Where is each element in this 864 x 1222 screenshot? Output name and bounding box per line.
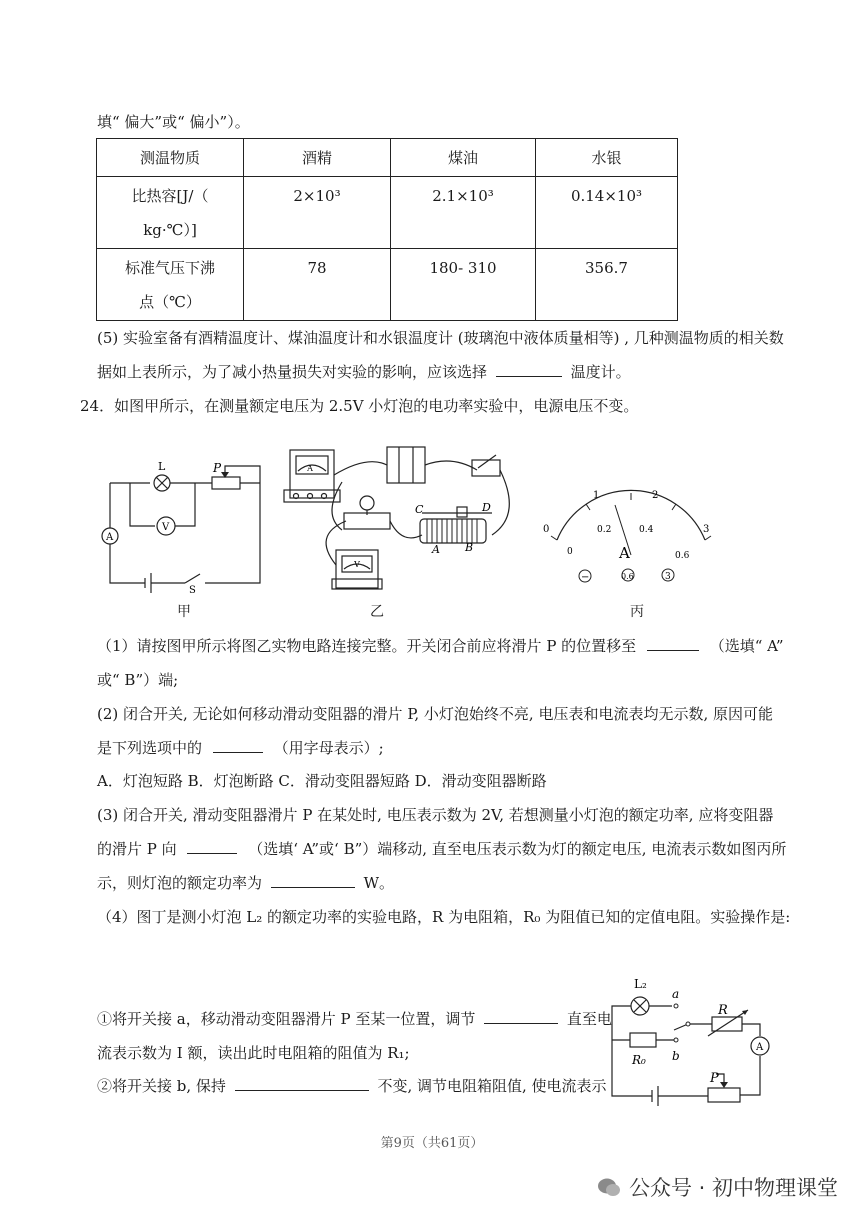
q23-tail: 填“ 偏大”或“ 偏小”）。 — [97, 113, 250, 131]
text: （选填“ A” — [709, 637, 784, 655]
figure-c-ammeter-dial — [535, 480, 725, 595]
q24-1-line2: 或“ B”）端; — [97, 671, 179, 689]
q24-4-intro: （4）图丁是测小灯泡 L₂ 的额定功率的实验电路，R 为电阻箱，R₀ 为阻值已知的定值电阻。实验操作是: — [97, 908, 791, 926]
terminal-3: 3 — [665, 572, 671, 582]
row-label-specific-heat — [97, 177, 244, 249]
table-header-cell: 煤油 — [391, 139, 536, 177]
figure-c-caption: 丙 — [630, 604, 644, 620]
text: ②将开关接 b, 保持 — [97, 1077, 226, 1095]
text: （1）请按图甲所示将图乙实物电路连接完整。开关闭合前应将滑片 P 的位置移至 — [97, 637, 637, 655]
label-C: C — [415, 503, 424, 516]
q23-5-line2 — [97, 362, 631, 382]
label-A-meter: A — [756, 1042, 764, 1053]
label-V: V — [162, 522, 170, 533]
q24-4-step1-line1 — [97, 1009, 612, 1029]
text: W。 — [363, 874, 394, 892]
wechat-icon — [597, 1176, 621, 1198]
text: 温度计。 — [570, 363, 631, 381]
tick-top-1: 1 — [593, 490, 600, 501]
tick-bottom-0: 0 — [567, 547, 573, 557]
q24-3-line3 — [97, 873, 394, 893]
tick-bottom-0.6: 0.6 — [675, 551, 690, 561]
text: 不变, 调节电阻箱阻值, 使电流表示 — [377, 1077, 607, 1095]
text: 示，则灯泡的额定功率为 — [97, 874, 263, 892]
text: 的滑片 P 向 — [97, 840, 177, 858]
answer-blank[interactable] — [187, 839, 237, 854]
label-L: L — [158, 460, 166, 473]
tick-top-3: 3 — [703, 524, 710, 535]
q24-3-line1: (3) 闭合开关, 滑动变阻器滑片 P 在某处时, 电压表示数为 2V, 若想测量小灯泡的额定功率, 应将变阻器 — [97, 806, 774, 824]
q24-intro: 24．如图甲所示，在测量额定电压为 2.5V 小灯泡的电功率实验中，电源电压不变。 — [80, 397, 639, 415]
terminal-0.6: 0.6 — [621, 572, 634, 581]
label-A-terminal: A — [432, 543, 440, 556]
table-cell: 180- 310 — [391, 249, 536, 321]
page-footer: 第9页（共61页） — [380, 1136, 484, 1151]
table-cell: 2×10³ — [244, 177, 391, 249]
q24-4-step1-line2: 流表示数为 I 额，读出此时电阻箱的阻值为 R₁; — [97, 1044, 410, 1062]
table-cell: 2.1×10³ — [391, 177, 536, 249]
label-B-terminal: B — [465, 541, 474, 554]
label-D: D — [482, 501, 491, 514]
label-line: 比热容[J/（ — [131, 186, 209, 205]
label-line: kg·℃）] — [143, 220, 197, 239]
table-header-cell: 测温物质 — [97, 139, 244, 177]
answer-blank[interactable] — [496, 362, 562, 377]
answer-blank[interactable] — [647, 636, 699, 651]
table-cell: 356.7 — [536, 249, 678, 321]
label-P: P — [213, 461, 222, 475]
q24-3-line2 — [97, 839, 786, 859]
svg-text:V: V — [354, 560, 360, 569]
figure-b-apparatus — [282, 435, 518, 597]
q24-2-options: A．灯泡短路 B．灯泡断路 C．滑动变阻器短路 D．滑动变阻器断路 — [97, 772, 547, 790]
label-line: 标准气压下沸 — [124, 258, 215, 277]
q24-2-line2 — [97, 738, 384, 758]
svg-text:A: A — [307, 464, 313, 473]
label-b: b — [672, 1049, 680, 1063]
q23-5-line1: (5) 实验室备有酒精温度计、煤油温度计和水银温度计 (玻璃泡中液体质量相等) , 几种测温物质的相关数 — [97, 329, 784, 347]
label-P: P — [710, 1071, 719, 1086]
text: 直至电 — [566, 1010, 612, 1028]
text: （用字母表示）; — [273, 739, 384, 757]
table-header-cell: 酒精 — [244, 139, 391, 177]
table-cell: 78 — [244, 249, 391, 321]
label-line: 点（℃） — [139, 292, 201, 311]
q24-4-step2-line1 — [97, 1076, 607, 1096]
table-cell: 0.14×10³ — [536, 177, 678, 249]
label-L2: L₂ — [634, 977, 647, 991]
label-S: S — [189, 585, 196, 593]
dial-unit: A — [619, 544, 630, 562]
text: 是下列选项中的 — [97, 739, 203, 757]
figure-a-circuit — [100, 458, 265, 593]
text: 据如上表所示，为了减小热量损失对实验的影响，应该选择 — [97, 363, 488, 381]
label-R0: R₀ — [632, 1053, 646, 1067]
label-A: A — [106, 532, 114, 543]
label-R: R — [718, 1003, 728, 1018]
tick-top-0: 0 — [543, 524, 550, 535]
answer-blank[interactable] — [213, 738, 263, 753]
figure-b-caption: 乙 — [370, 604, 384, 620]
watermark-text: 公众号 · 初中物理课堂 — [628, 1176, 838, 1200]
answer-blank[interactable] — [271, 873, 355, 888]
watermark — [597, 1172, 838, 1202]
label-a: a — [672, 987, 680, 1001]
terminal-minus: − — [581, 572, 590, 583]
q24-2-line1: (2) 闭合开关, 无论如何移动滑动变阻器的滑片 P, 小灯泡始终不亮, 电压表和电流表均无示数, 原因可能 — [97, 705, 773, 723]
row-label-boiling-point — [97, 249, 244, 321]
figure-a-caption: 甲 — [177, 604, 191, 620]
tick-bottom-0.2: 0.2 — [597, 525, 612, 535]
answer-blank[interactable] — [484, 1009, 558, 1024]
q24-1-line1 — [97, 636, 783, 656]
text: ①将开关接 a，移动滑动变阻器滑片 P 至某一位置，调节 — [97, 1010, 476, 1028]
text: （选填‘ A”或‘ B”）端移动, 直至电压表示数为灯的额定电压, 电流表示数如图丙所 — [248, 840, 787, 858]
table-header-cell: 水银 — [536, 139, 678, 177]
tick-top-2: 2 — [652, 490, 659, 501]
figure-d-circuit — [600, 968, 780, 1108]
tick-bottom-0.4: 0.4 — [639, 525, 654, 535]
thermometer-table — [96, 138, 678, 321]
answer-blank[interactable] — [235, 1076, 369, 1091]
